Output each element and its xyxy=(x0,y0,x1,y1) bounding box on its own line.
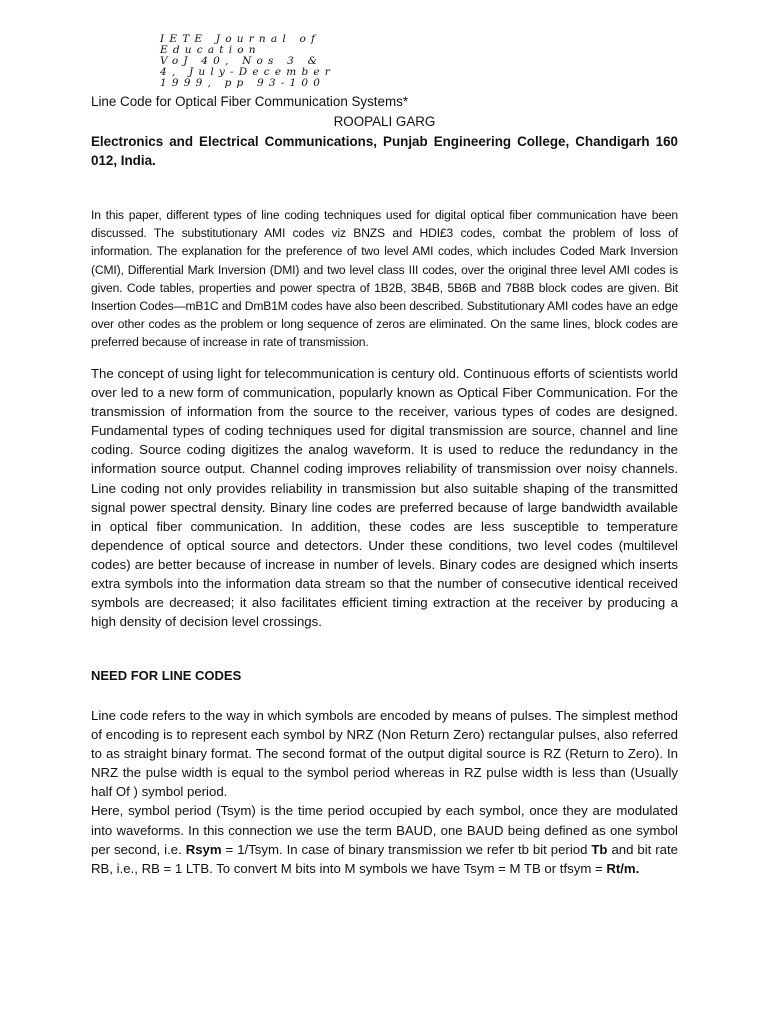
text-run: Here, symbol period (Tsym) is the time period occupied by each symbol, once they are modulated into waveforms. In this connection we use the term BAUD, one BAUD being defined as one symbol per second, i.e. xyxy=(91,803,678,857)
abstract-paragraph: In this paper, different types of line coding techniques used for digital optical fiber communication have been discussed. The substitutionary AMI codes viz BNZS and HDI£3 codes, combat the problem of loss of information. The explanation for the preference of two level AMI codes, which includes Coded Mark Inversion (CMI), Differential Mark Inversion (DMI) and two level class III codes, over the original three level AMI codes is given. Code tables, properties and power spectra of 1B2B, 3B4B, 5B6B and 7B8B block codes are given. Bit Insertion Codes—mB1C and DmB1M codes have also been described. Substitutionary AMI codes have an edge over other codes as the problem or long sequence of zeros are eliminated. On the same lines, block codes are preferred because of increase in rate of transmission. xyxy=(91,208,678,350)
need-paragraph-2 xyxy=(91,801,678,877)
need-paragraph-1: Line code refers to the way in which symbols are encoded by means of pulses. The simplest method of encoding is to represent each symbol by NRZ (Non Return Zero) rectangular pulses, also referred to as straight binary format. The second format of the output digital source is RZ (Return to Zero). In NRZ the pulse width is equal to the symbol period whereas in RZ pulse width is less than (Usually half Of ) symbol period. xyxy=(91,708,678,800)
paper-title: Line Code for Optical Fiber Communication Systems* xyxy=(91,94,409,109)
bold-term: Tb xyxy=(591,841,608,857)
need-section-body xyxy=(91,706,678,878)
journal-line: VoJ 40, Nos 3 & xyxy=(160,55,323,67)
text-run: and bit rate RB, i.e., RB = 1 LTB. To convert M bits into M symbols we have Tsym = M TB or tfsym = xyxy=(91,841,678,876)
journal-line: 4, July-December xyxy=(160,66,336,78)
journal-line: Education xyxy=(160,44,261,56)
affiliation: Electronics and Electrical Communications, Punjab Engineering College, Chandigarh 160 012, India. xyxy=(91,134,678,168)
journal-line: IETE Journal of xyxy=(160,33,321,45)
introduction-paragraph: The concept of using light for telecommunication is century old. Continuous efforts of scientists world over led to a new form of communication, popularly known as Optical Fiber Communication. For the transmission of information from the source to the receiver, various types of codes are designed. Fundamental types of coding techniques used for digital transmission are source, channel and line coding. Source coding digitizes the analog waveform. It is used to reduce the redundancy in the information source output. Channel coding improves reliability of transmission over noisy channels. Line coding not only provides reliability in transmission but also suitable shaping of the transmitted signal power spectral density. Binary line codes are preferred because of large bandwidth available in optical fiber communication. In addition, these codes are less susceptible to temperature dependence of optical source and detectors. Under these conditions, two level codes (multilevel codes) are better because of increase in number of levels. Binary codes are designed which inserts extra symbols into the information data stream so that the number of consecutive identical received symbols are decreased; it also facilitates efficient timing extraction at the receiver by producing a high density of decision level crossings. xyxy=(91,366,678,630)
bold-term: Rt/m. xyxy=(606,860,640,876)
section-heading: NEED FOR LINE CODES xyxy=(91,668,242,683)
journal-line: 1999, pp 93-100 xyxy=(160,77,326,89)
text-run: = 1/Tsym. In case of binary transmission we refer tb bit period xyxy=(221,841,592,857)
author-name: ROOPALI GARG xyxy=(333,114,436,129)
journal-citation xyxy=(160,34,340,89)
bold-term: Rsym xyxy=(185,841,222,857)
